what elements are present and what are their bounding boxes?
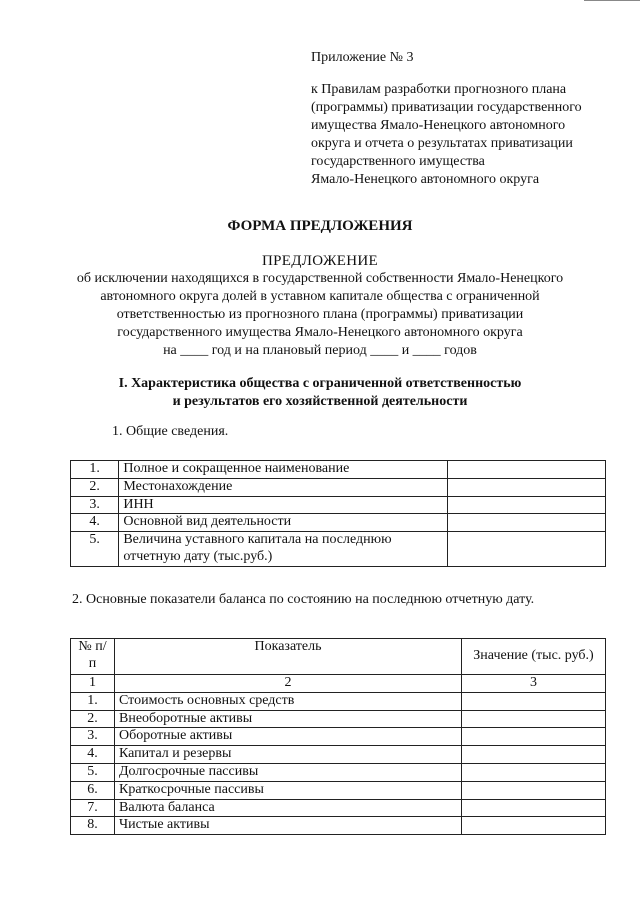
appendix-line: к Правилам разработки прогнозного плана (311, 81, 567, 97)
row-label: Капитал и резервы (115, 746, 462, 764)
value-cell (462, 746, 606, 764)
row-number: 7. (71, 799, 115, 817)
value-cell (462, 710, 606, 728)
col-number-header: № п/п (71, 639, 115, 675)
table-row (71, 692, 606, 710)
row-label: Чистые активы (115, 817, 462, 835)
row-label: Оборотные активы (115, 728, 462, 746)
appendix-number: Приложение № 3 (311, 50, 414, 65)
balance-heading: 2. Основные показатели баланса по состоянию на последнюю отчетную дату. (72, 592, 535, 607)
value-cell (462, 781, 606, 799)
value-cell (462, 817, 606, 835)
general-info-table (70, 460, 606, 567)
table-row (71, 461, 606, 479)
col-value-header: Значение (тыс. руб.) (462, 639, 606, 675)
row-number: 6. (71, 781, 115, 799)
row-number: 4. (71, 746, 115, 764)
proposal-line: ответственностью из прогнозного плана (программы) приватизации (116, 307, 524, 322)
appendix-line: округа и отчета о результатах приватизации (311, 135, 573, 151)
table-row (71, 781, 606, 799)
table-row (71, 728, 606, 746)
form-title: ФОРМА ПРЕДЛОЖЕНИЯ (227, 218, 413, 234)
table-row (71, 763, 606, 781)
index-cell: 2 (115, 675, 462, 693)
row-number: 1. (71, 692, 115, 710)
value-cell (447, 514, 605, 532)
proposal-line: об исключении находящихся в государственной собственности Ямало-Ненецкого (76, 271, 564, 286)
col-indicator-header: Показатель (115, 639, 462, 675)
table-row (71, 532, 606, 567)
table-row (71, 496, 606, 514)
row-label: Долгосрочные пассивы (115, 763, 462, 781)
top-edge-line (584, 0, 640, 1)
value-cell (447, 478, 605, 496)
appendix-line: государственного имущества (311, 153, 485, 169)
index-cell: 3 (462, 675, 606, 693)
balance-table (70, 638, 606, 835)
row-number: 2. (71, 478, 119, 496)
row-number: 2. (71, 710, 115, 728)
row-number: 3. (71, 728, 115, 746)
section-heading (40, 375, 600, 411)
row-number: 3. (71, 496, 119, 514)
value-cell (447, 496, 605, 514)
proposal-line: на ____ год и на плановый период ____ и ____ годов (163, 343, 477, 358)
row-number: 1. (71, 461, 119, 479)
index-cell: 1 (71, 675, 115, 693)
value-cell (462, 763, 606, 781)
appendix-note (311, 50, 631, 189)
appendix-line: (программы) приватизации государственного (311, 99, 582, 115)
value-cell (462, 692, 606, 710)
row-number: 8. (71, 817, 115, 835)
value-cell (447, 532, 605, 567)
table-row (71, 799, 606, 817)
section-line: и результатов его хозяйственной деятельности (172, 394, 468, 409)
row-number: 5. (71, 532, 119, 567)
row-label: ИНН (119, 496, 447, 514)
table-row (71, 710, 606, 728)
general-info-heading: 1. Общие сведения. (112, 424, 229, 439)
appendix-line: Ямало-Ненецкого автономного округа (311, 171, 540, 187)
value-cell (462, 799, 606, 817)
row-label: Величина уставного капитала на последнюю отчетную дату (тыс.руб.) (119, 532, 447, 567)
row-number: 5. (71, 763, 115, 781)
row-label: Валюта баланса (115, 799, 462, 817)
row-label: Местонахождение (119, 478, 447, 496)
value-cell (447, 461, 605, 479)
row-label: Внеоборотные активы (115, 710, 462, 728)
header-row (71, 639, 606, 675)
section-line: I. Характеристика общества с ограниченной ответственностью (118, 376, 522, 391)
row-label: Краткосрочные пассивы (115, 781, 462, 799)
row-number: 4. (71, 514, 119, 532)
table-row (71, 478, 606, 496)
appendix-line: имущества Ямало-Ненецкого автономного (311, 117, 566, 133)
proposal-line: государственного имущества Ямало-Ненецкого автономного округа (117, 325, 523, 340)
index-row (71, 675, 606, 693)
value-cell (462, 728, 606, 746)
table-row (71, 817, 606, 835)
proposal-heading: ПРЕДЛОЖЕНИЕ (262, 253, 378, 269)
proposal-block (40, 252, 600, 360)
proposal-line: автономного округа долей в уставном капитале общества с ограниченной (100, 289, 540, 304)
table-row (71, 746, 606, 764)
row-label: Стоимость основных средств (115, 692, 462, 710)
row-label: Полное и сокращенное наименование (119, 461, 447, 479)
row-label: Основной вид деятельности (119, 514, 447, 532)
table-row (71, 514, 606, 532)
